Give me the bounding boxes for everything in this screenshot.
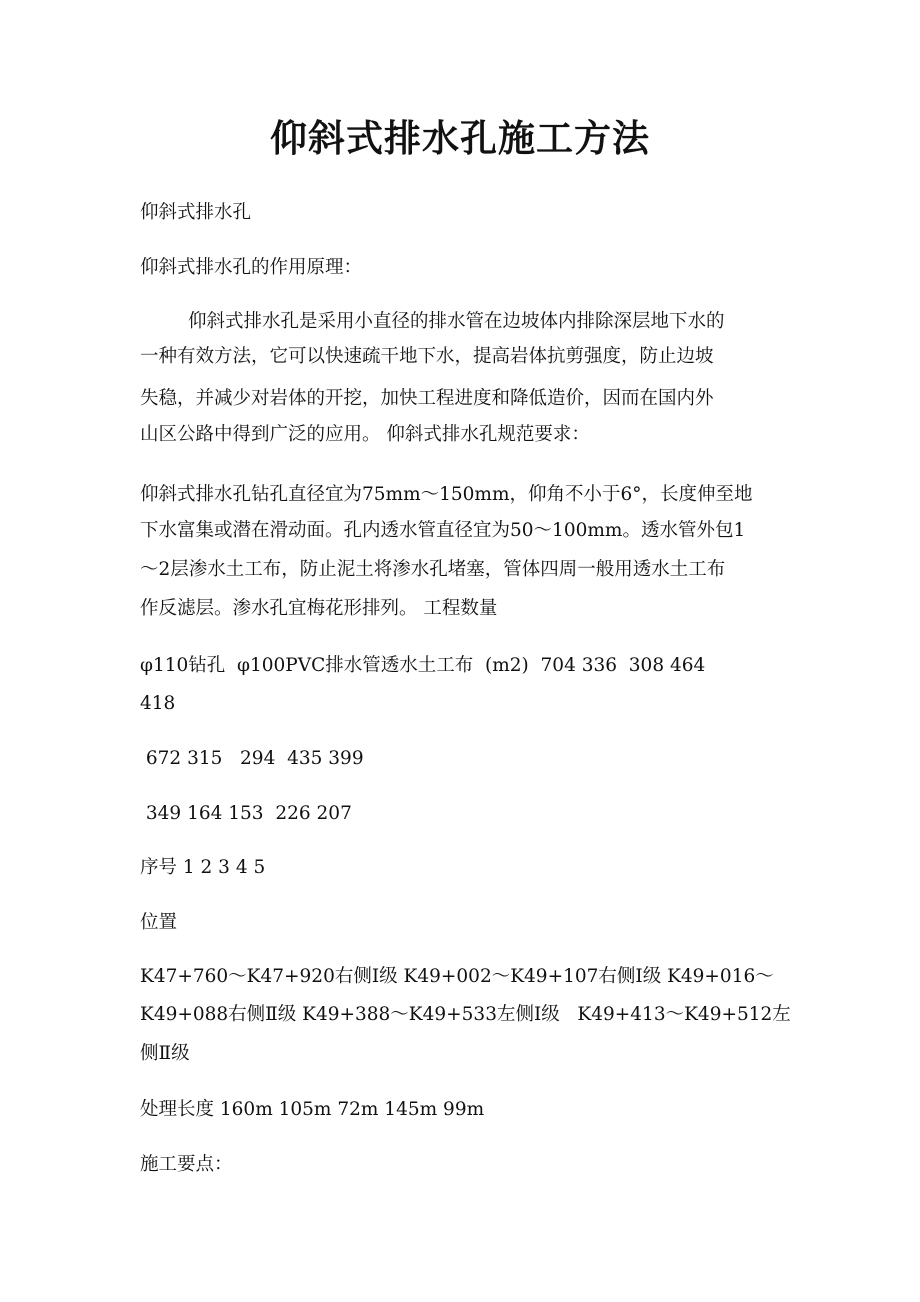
paragraph-line: 下水富集或潜在滑动面。孔内透水管直径宜为50～100mm。透水管外包1 bbox=[140, 520, 746, 541]
paragraph-line: 作反滤层。渗水孔宜梅花形排列。 工程数量 bbox=[140, 598, 498, 619]
section-heading: 仰斜式排水孔 bbox=[140, 202, 252, 223]
length-row: 处理长度 160m 105m 72m 145m 99m bbox=[140, 1099, 485, 1120]
paragraph-line: 仰斜式排水孔是采用小直径的排水管在边坡体内排除深层地下水的 bbox=[188, 311, 725, 332]
location-line: 侧Ⅱ级 bbox=[140, 1043, 190, 1064]
paragraph-line: ～2层渗水土工布，防止泥土将渗水孔堵塞，管体四周一般用透水土工布 bbox=[140, 559, 726, 580]
document-title: 仰斜式排水孔施工方法 bbox=[270, 116, 650, 160]
paragraph-line: 山区公路中得到广泛的应用。 仰斜式排水孔规范要求： bbox=[140, 424, 590, 445]
location-label: 位置 bbox=[140, 912, 178, 933]
paragraph-line: 仰斜式排水孔钻孔直径宜为75mm～150mm，仰角不小于6°，长度伸至地 bbox=[140, 484, 753, 505]
construction-label: 施工要点： bbox=[140, 1154, 233, 1175]
quantity-row: 672 315 294 435 399 bbox=[140, 748, 364, 769]
quantity-header-continuation: 418 bbox=[140, 693, 176, 714]
paragraph-line: 失稳，并减少对岩体的开挖，加快工程进度和降低造价，因而在国内外 bbox=[140, 388, 714, 409]
paragraph-line: 一种有效方法，它可以快速疏干地下水，提高岩体抗剪强度，防止边坡 bbox=[140, 346, 714, 367]
serial-row: 序号 1 2 3 4 5 bbox=[140, 857, 266, 878]
location-line: K47+760～K47+920右侧Ⅰ级 K49+002～K49+107右侧Ⅰ级 K49+016～ bbox=[140, 966, 774, 987]
quantity-row: 349 164 153 226 207 bbox=[140, 803, 352, 824]
location-line: K49+088右侧Ⅱ级 K49+388～K49+533左侧Ⅰ级 K49+413～K49+512左 bbox=[140, 1004, 791, 1025]
principle-heading: 仰斜式排水孔的作用原理： bbox=[140, 257, 363, 278]
quantity-header-line: φ110钻孔 φ100PVC排水管透水土工布 (m2) 704 336 308 464 bbox=[140, 655, 706, 676]
